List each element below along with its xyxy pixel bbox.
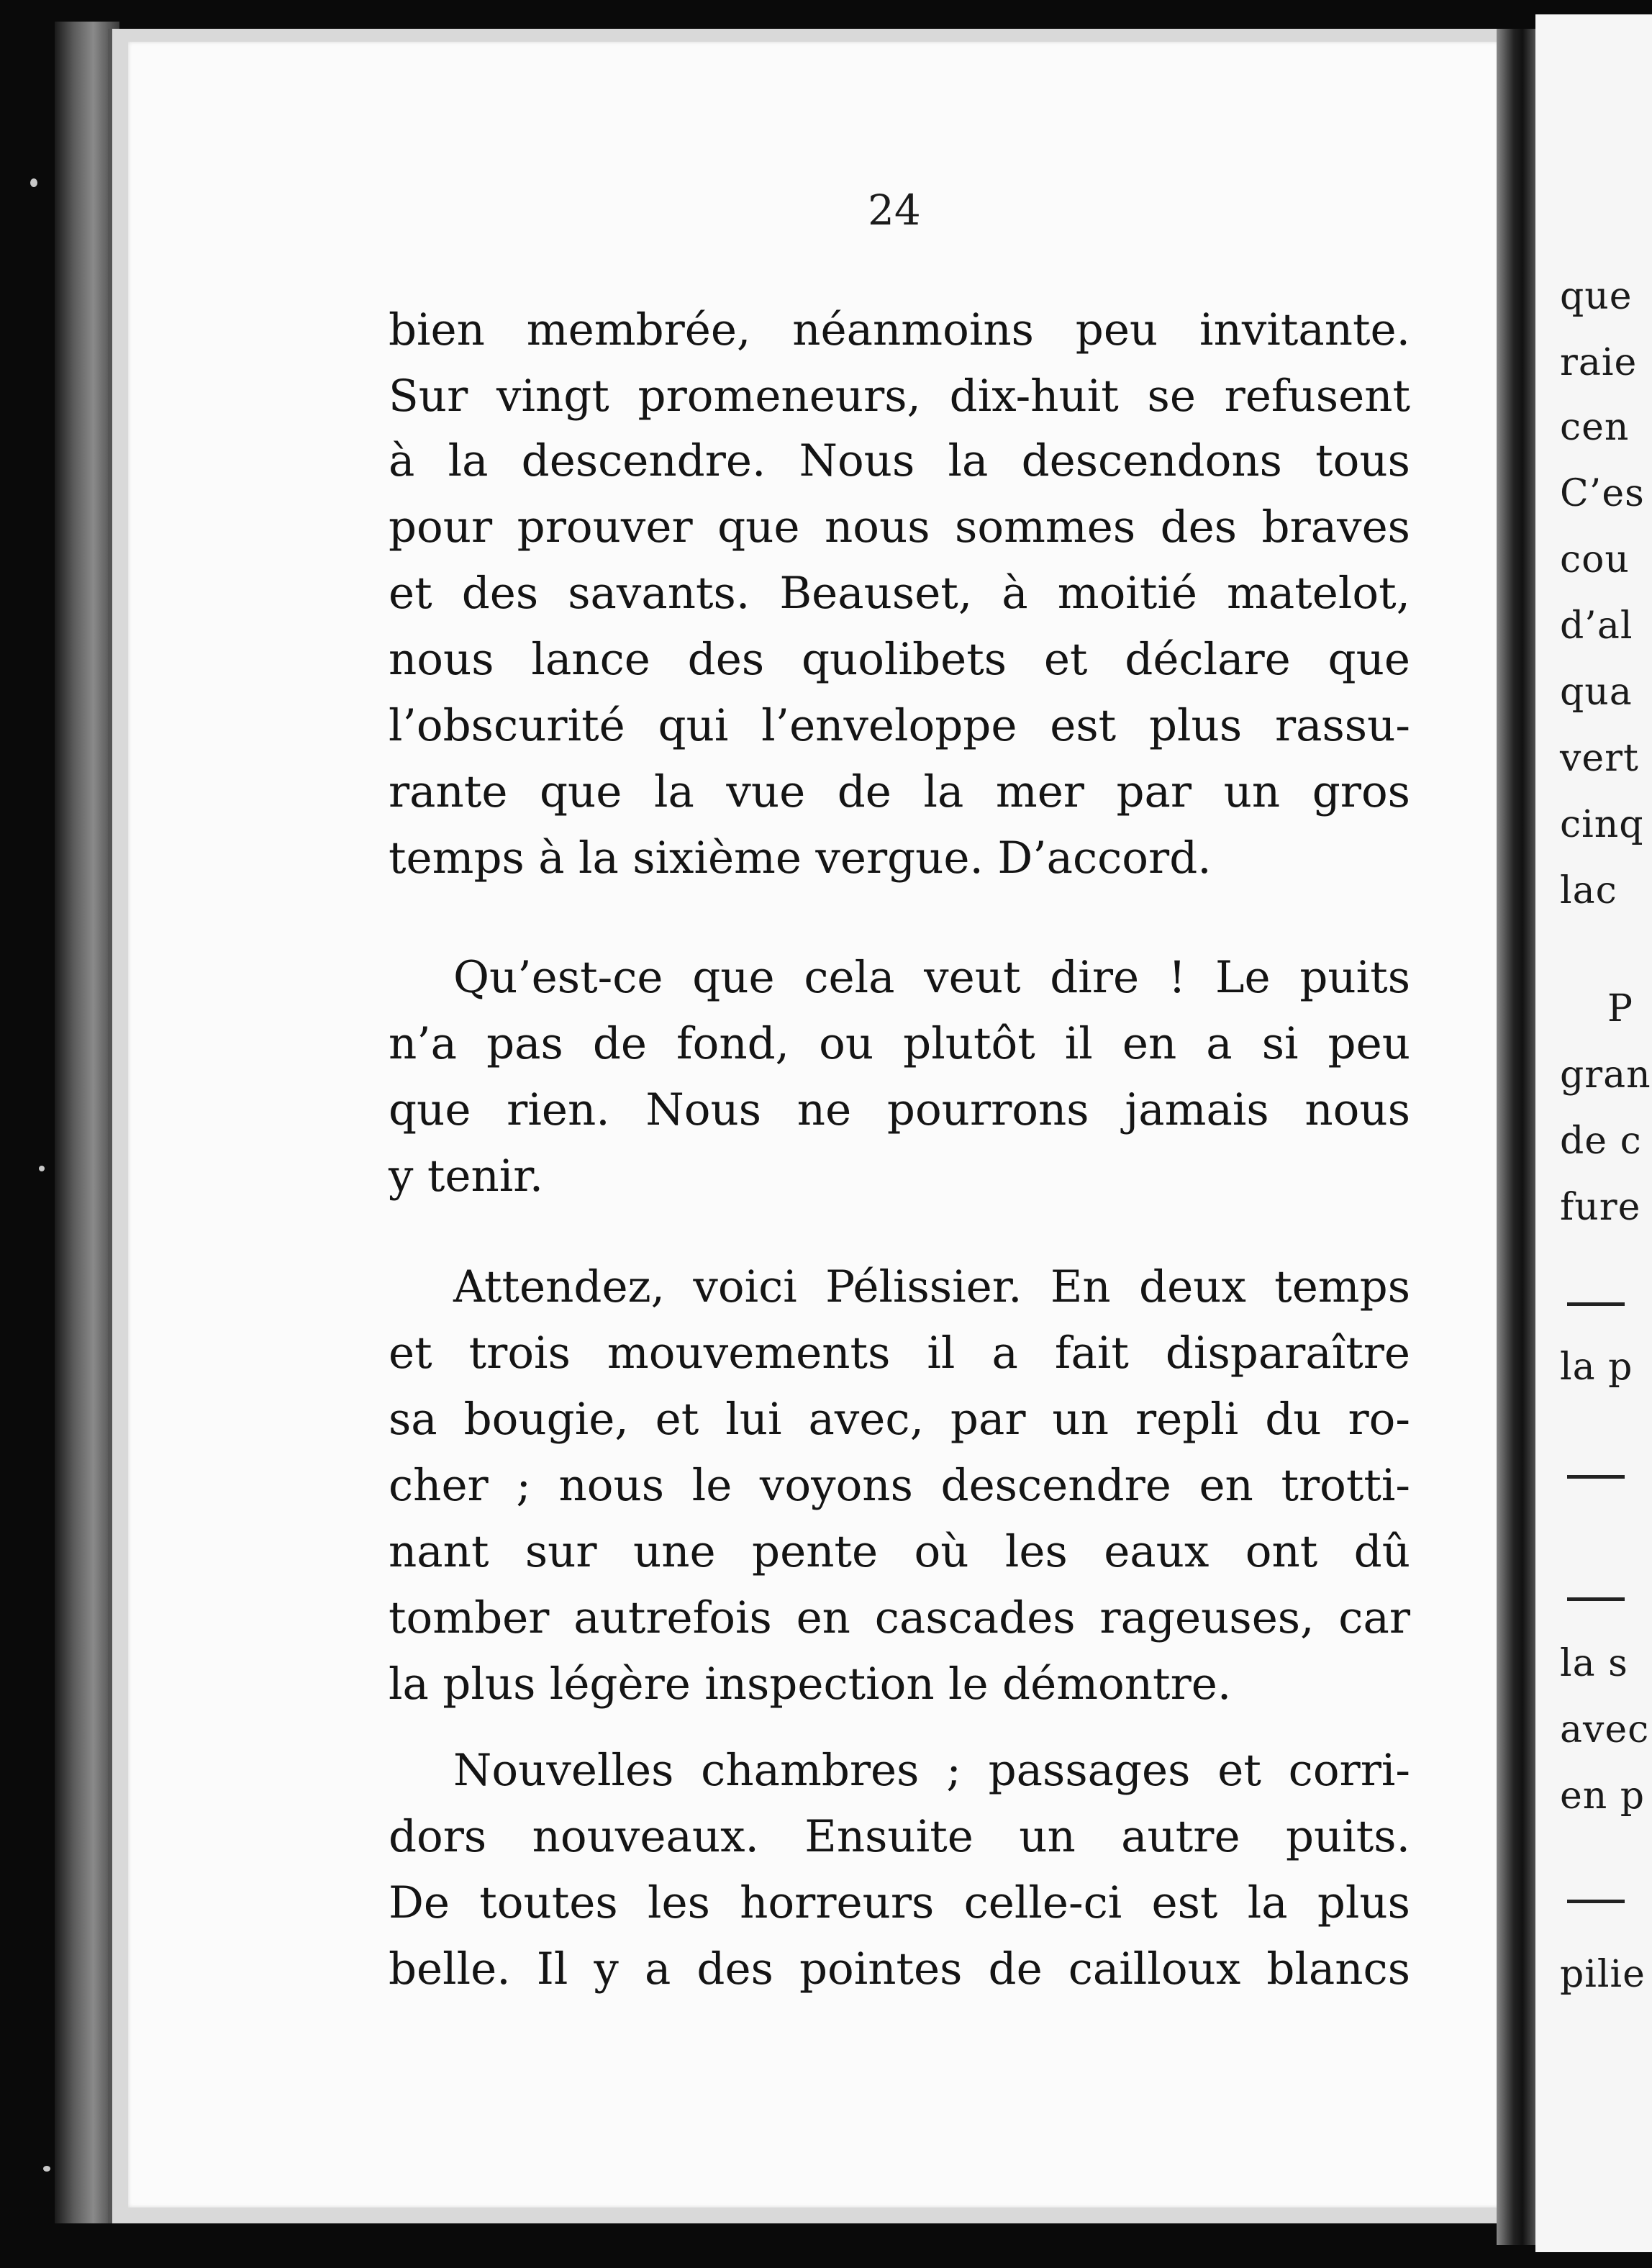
text-line: l’obscurité qui l’enveloppe est plus rassu-: [389, 700, 1410, 751]
facing-page-text: en p: [1560, 1774, 1646, 1818]
facing-page-text: avec: [1560, 1708, 1650, 1751]
text-line: sa bougie, et lui avec, par un repli du ro-: [389, 1394, 1410, 1445]
text-line: à la descendre. Nous la descendons tous: [389, 435, 1410, 486]
text-line: pour prouver que nous sommes des braves: [389, 502, 1410, 553]
text-line: Attendez, voici Pélissier. En deux temps: [453, 1261, 1410, 1312]
text-line: y tenir.: [389, 1151, 544, 1202]
text-line: cher ; nous le voyons descendre en trotti-: [389, 1460, 1410, 1511]
dust-speck: [39, 1166, 45, 1171]
text-line: n’a pas de fond, ou plutôt il en a si peu: [389, 1018, 1410, 1069]
facing-page-dash: [1567, 1475, 1625, 1479]
page-number: 24: [868, 186, 921, 235]
facing-page-dash: [1567, 1597, 1625, 1601]
text-line: temps à la sixième vergue. D’accord.: [389, 833, 1212, 884]
text-line: la plus légère inspection le démontre.: [389, 1659, 1232, 1710]
dust-speck: [43, 2166, 50, 2172]
facing-page-text: cinq: [1560, 803, 1644, 846]
text-line: dors nouveaux. Ensuite un autre puits.: [389, 1811, 1410, 1862]
facing-page-text: qua: [1560, 671, 1633, 714]
facing-page-text: cou: [1560, 538, 1630, 581]
text-line: et trois mouvements il a fait disparaître: [389, 1328, 1410, 1379]
text-line: nous lance des quolibets et déclare que: [389, 634, 1410, 685]
facing-page-text: d’al: [1560, 604, 1633, 648]
facing-page-text: raie: [1560, 341, 1638, 384]
facing-page-text: pilie: [1560, 1953, 1646, 1996]
facing-page-text: P: [1607, 987, 1633, 1030]
text-line: De toutes les horreurs celle-ci est la plus: [389, 1877, 1410, 1928]
facing-page-text: vert: [1560, 737, 1639, 780]
facing-page-text: la s: [1560, 1642, 1628, 1685]
facing-page-dash: [1567, 1900, 1625, 1903]
facing-page-text: de c: [1560, 1120, 1642, 1163]
book-gutter: [1497, 29, 1540, 2245]
text-line: rante que la vue de la mer par un gros: [389, 766, 1410, 817]
facing-page-text: C’es: [1560, 472, 1645, 515]
text-line: que rien. Nous ne pourrons jamais nous: [389, 1084, 1410, 1135]
facing-page-text: gran: [1560, 1053, 1651, 1097]
text-line: Qu’est-ce que cela veut dire ! Le puits: [453, 952, 1410, 1003]
dust-speck: [30, 178, 37, 187]
text-line: Nouvelles chambres ; passages et corri-: [453, 1745, 1410, 1796]
text-line: bien membrée, néanmoins peu invitante.: [389, 304, 1410, 355]
facing-page-text: cen: [1560, 406, 1630, 449]
facing-page: [1535, 14, 1652, 2252]
facing-page-text: que: [1560, 275, 1633, 318]
facing-page-text: lac: [1560, 869, 1617, 912]
facing-page-text: fure: [1560, 1186, 1641, 1229]
text-line: Sur vingt promeneurs, dix-huit se refusent: [389, 371, 1410, 422]
text-line: belle. Il y a des pointes de cailloux blancs: [389, 1943, 1410, 1995]
text-line: tomber autrefois en cascades rageuses, car: [389, 1592, 1410, 1643]
text-line: nant sur une pente où les eaux ont dû: [389, 1526, 1410, 1577]
text-line: et des savants. Beauset, à moitié matelot,: [389, 568, 1410, 619]
facing-page-dash: [1567, 1302, 1625, 1306]
facing-page-text: la p: [1560, 1346, 1633, 1389]
